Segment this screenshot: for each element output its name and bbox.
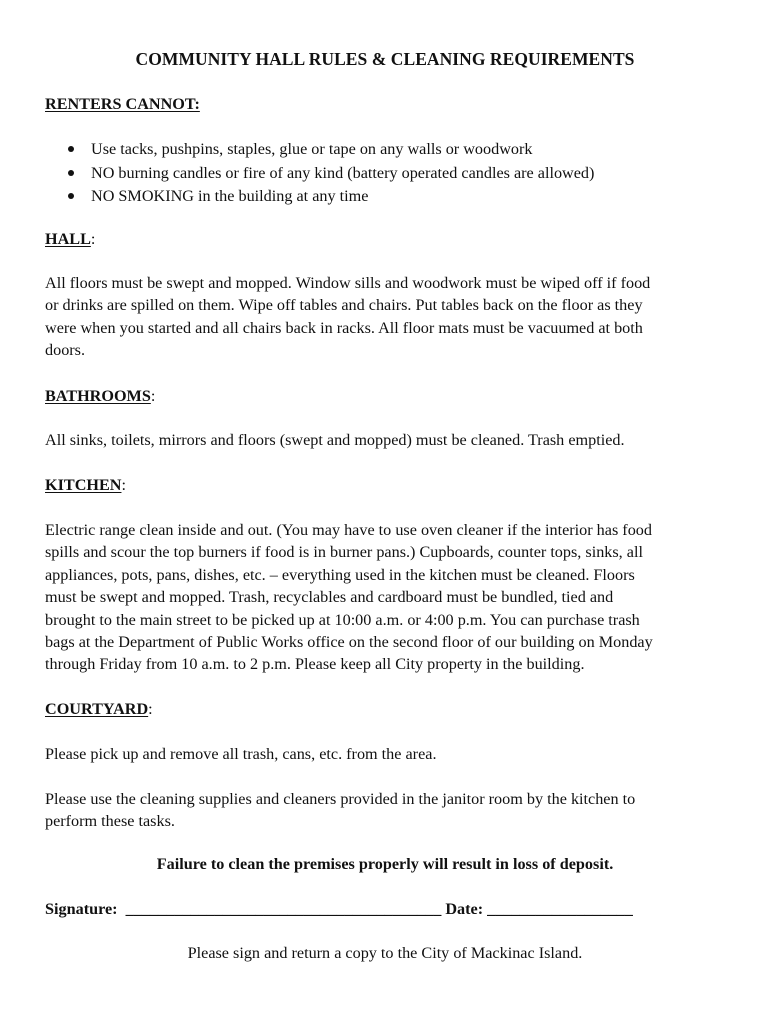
bathrooms-paragraph: All sinks, toilets, mirrors and floors (swept and mopped) must be cleaned. Trash emptied. xyxy=(45,431,625,449)
kitchen-heading-text: KITCHEN xyxy=(45,476,122,494)
paragraph-line: through Friday from 10 a.m. to 2 p.m. Please keep all City property in the building. xyxy=(45,655,585,674)
paragraph-line: Electric range clean inside and out. (You may have to use oven cleaner if the interior has food xyxy=(45,521,652,539)
paragraph-line: bags at the Department of Public Works office on the second floor of our building on Monday xyxy=(45,633,653,652)
date-field[interactable]: __________________ xyxy=(487,900,633,918)
courtyard-paragraph-1: Please pick up and remove all trash, cans, etc. from the area. xyxy=(45,745,437,763)
bathrooms-heading xyxy=(45,385,155,407)
list-item-text: Use tacks, pushpins, staples, glue or tape on any walls or woodwork xyxy=(91,140,533,158)
kitchen-heading-colon: : xyxy=(121,476,126,494)
paragraph-line: must be swept and mopped. Trash, recyclables and cardboard must be bundled, tied and xyxy=(45,588,614,607)
courtyard-paragraph-2 xyxy=(45,788,735,833)
bullet-icon xyxy=(68,193,74,199)
deposit-warning: Failure to clean the premises properly will result in loss of deposit. xyxy=(156,855,614,873)
hall-heading-colon: : xyxy=(90,230,96,248)
paragraph-line: were when you started and all chairs back in racks. All floor mats must be vacuumed at both xyxy=(45,318,643,337)
kitchen-heading xyxy=(45,474,126,496)
list-item xyxy=(45,138,594,162)
hall-heading xyxy=(45,228,95,250)
document-title: COMMUNITY HALL RULES & CLEANING REQUIREMENTS xyxy=(135,49,635,69)
list-item-text: NO SMOKING in the building at any time xyxy=(91,187,369,205)
bathrooms-heading-colon: : xyxy=(150,387,156,405)
paragraph-line: appliances, pots, pans, dishes, etc. – everything used in the kitchen must be cleaned. Floors xyxy=(45,565,635,584)
hall-paragraph xyxy=(45,272,735,362)
renters-cannot-heading xyxy=(45,93,200,115)
courtyard-heading-text: COURTYARD xyxy=(45,700,149,718)
signature-label: Signature: xyxy=(45,900,118,918)
paragraph-line: perform these tasks. xyxy=(45,812,175,831)
renters-cannot-heading-text: RENTERS CANNOT: xyxy=(45,95,200,113)
bullet-icon xyxy=(68,146,74,152)
courtyard-heading-colon: : xyxy=(148,700,153,718)
footer-instruction: Please sign and return a copy to the City of Mackinac Island. xyxy=(187,944,583,962)
signature-field[interactable]: _______________________________________ xyxy=(125,900,442,918)
paragraph-line: All floors must be swept and mopped. Window sills and woodwork must be wiped off if food xyxy=(45,274,651,292)
renters-cannot-list xyxy=(45,138,594,209)
hall-heading-text: HALL xyxy=(45,230,91,248)
date-label: Date: xyxy=(445,900,484,918)
list-item-text: NO burning candles or fire of any kind (battery operated candles are allowed) xyxy=(91,163,595,182)
list-item xyxy=(45,185,594,209)
paragraph-line: Please use the cleaning supplies and cleaners provided in the janitor room by the kitchen to xyxy=(45,790,636,808)
bullet-icon xyxy=(68,170,74,176)
list-item xyxy=(45,162,594,186)
paragraph-line: spills and scour the top burners if food is in burner pans.) Cupboards, counter tops, sinks, all xyxy=(45,543,643,562)
kitchen-paragraph xyxy=(45,519,735,676)
bathrooms-heading-text: BATHROOMS xyxy=(45,387,151,405)
paragraph-line: doors. xyxy=(45,341,86,360)
paragraph-line: brought to the main street to be picked up at 10:00 a.m. or 4:00 p.m. You can purchase trash xyxy=(45,610,640,629)
courtyard-heading xyxy=(45,698,153,720)
paragraph-line: or drinks are spilled on them. Wipe off tables and chairs. Put tables back on the floor as they xyxy=(45,296,643,315)
signature-row xyxy=(45,898,633,920)
